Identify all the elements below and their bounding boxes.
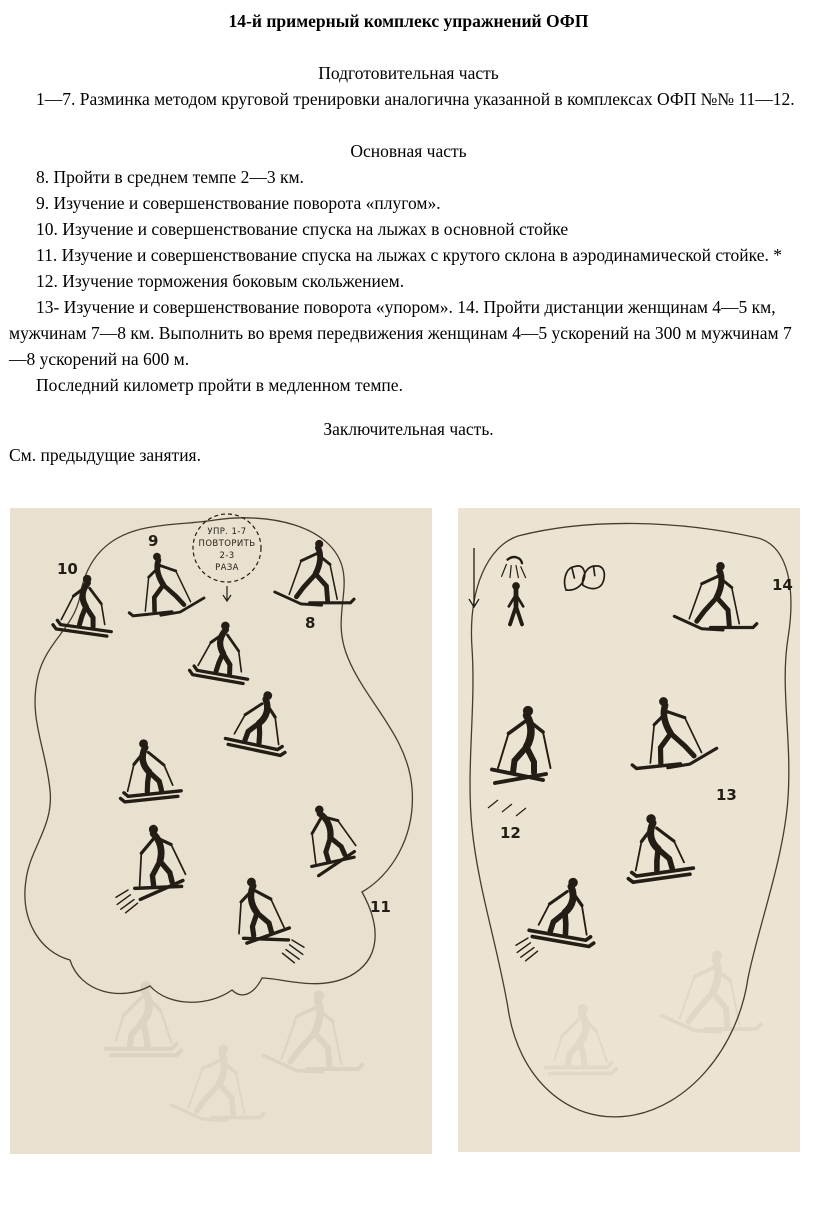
- figure-label-11: 11: [370, 898, 391, 916]
- figure-label-10: 10: [57, 560, 78, 578]
- figure-label-9: 9: [148, 532, 159, 550]
- circle-line-2: ПОВТОРИТЬ: [198, 539, 256, 549]
- section-heading-preparatory: Подготовительная часть: [318, 63, 499, 83]
- document-text-block: [0, 0, 816, 468]
- list-item-9: 9. Изучение и совершенствование поворота «плугом».: [36, 193, 441, 213]
- figure-right-panel: [458, 508, 800, 1152]
- circle-line-4: РАЗА: [215, 563, 239, 573]
- figure-label-8: 8: [305, 614, 316, 632]
- paragraph-warmup: 1—7. Разминка методом круговой тренировки аналогична указанной в комплексах ОФП №№ 11—12.: [36, 89, 795, 109]
- circle-line-1: УПР. 1-7: [207, 527, 247, 537]
- figure-left-panel: [10, 508, 432, 1154]
- section-heading-main: Основная часть: [350, 141, 467, 161]
- paragraph-last-km: Последний километр пройти в медленном темпе.: [36, 375, 403, 395]
- figures-row: [0, 508, 816, 1154]
- list-item-13-14: 13- Изучение и совершенствование поворота «упором». 14. Пройти дистанции женщинам 4—5 км, мужчинам 7—8 км. Выполнить во время передвижения женщинам 4—5 ускорений на 300 м мужчинам 7—8 ускорений на 600 м.: [9, 297, 792, 369]
- figure-label-13: 13: [716, 786, 737, 804]
- section-heading-final: Заключительная часть.: [323, 419, 494, 439]
- figure-label-14: 14: [772, 576, 793, 594]
- figure-label-12: 12: [500, 824, 521, 842]
- list-item-8: 8. Пройти в среднем темпе 2—3 км.: [36, 167, 304, 187]
- page-title: 14-й примерный комплекс упражнений ОФП: [228, 11, 589, 31]
- list-item-10: 10. Изучение и совершенствование спуска на лыжах в основной стойке: [36, 219, 569, 239]
- paragraph-see-previous: См. предыдущие занятия.: [9, 445, 201, 465]
- list-item-11: 11. Изучение и совершенствование спуска на лыжах с крутого склона в аэродинамической стойке. *: [36, 245, 782, 265]
- circle-line-3: 2-3: [219, 551, 235, 561]
- list-item-12: 12. Изучение торможения боковым скольжением.: [36, 271, 405, 291]
